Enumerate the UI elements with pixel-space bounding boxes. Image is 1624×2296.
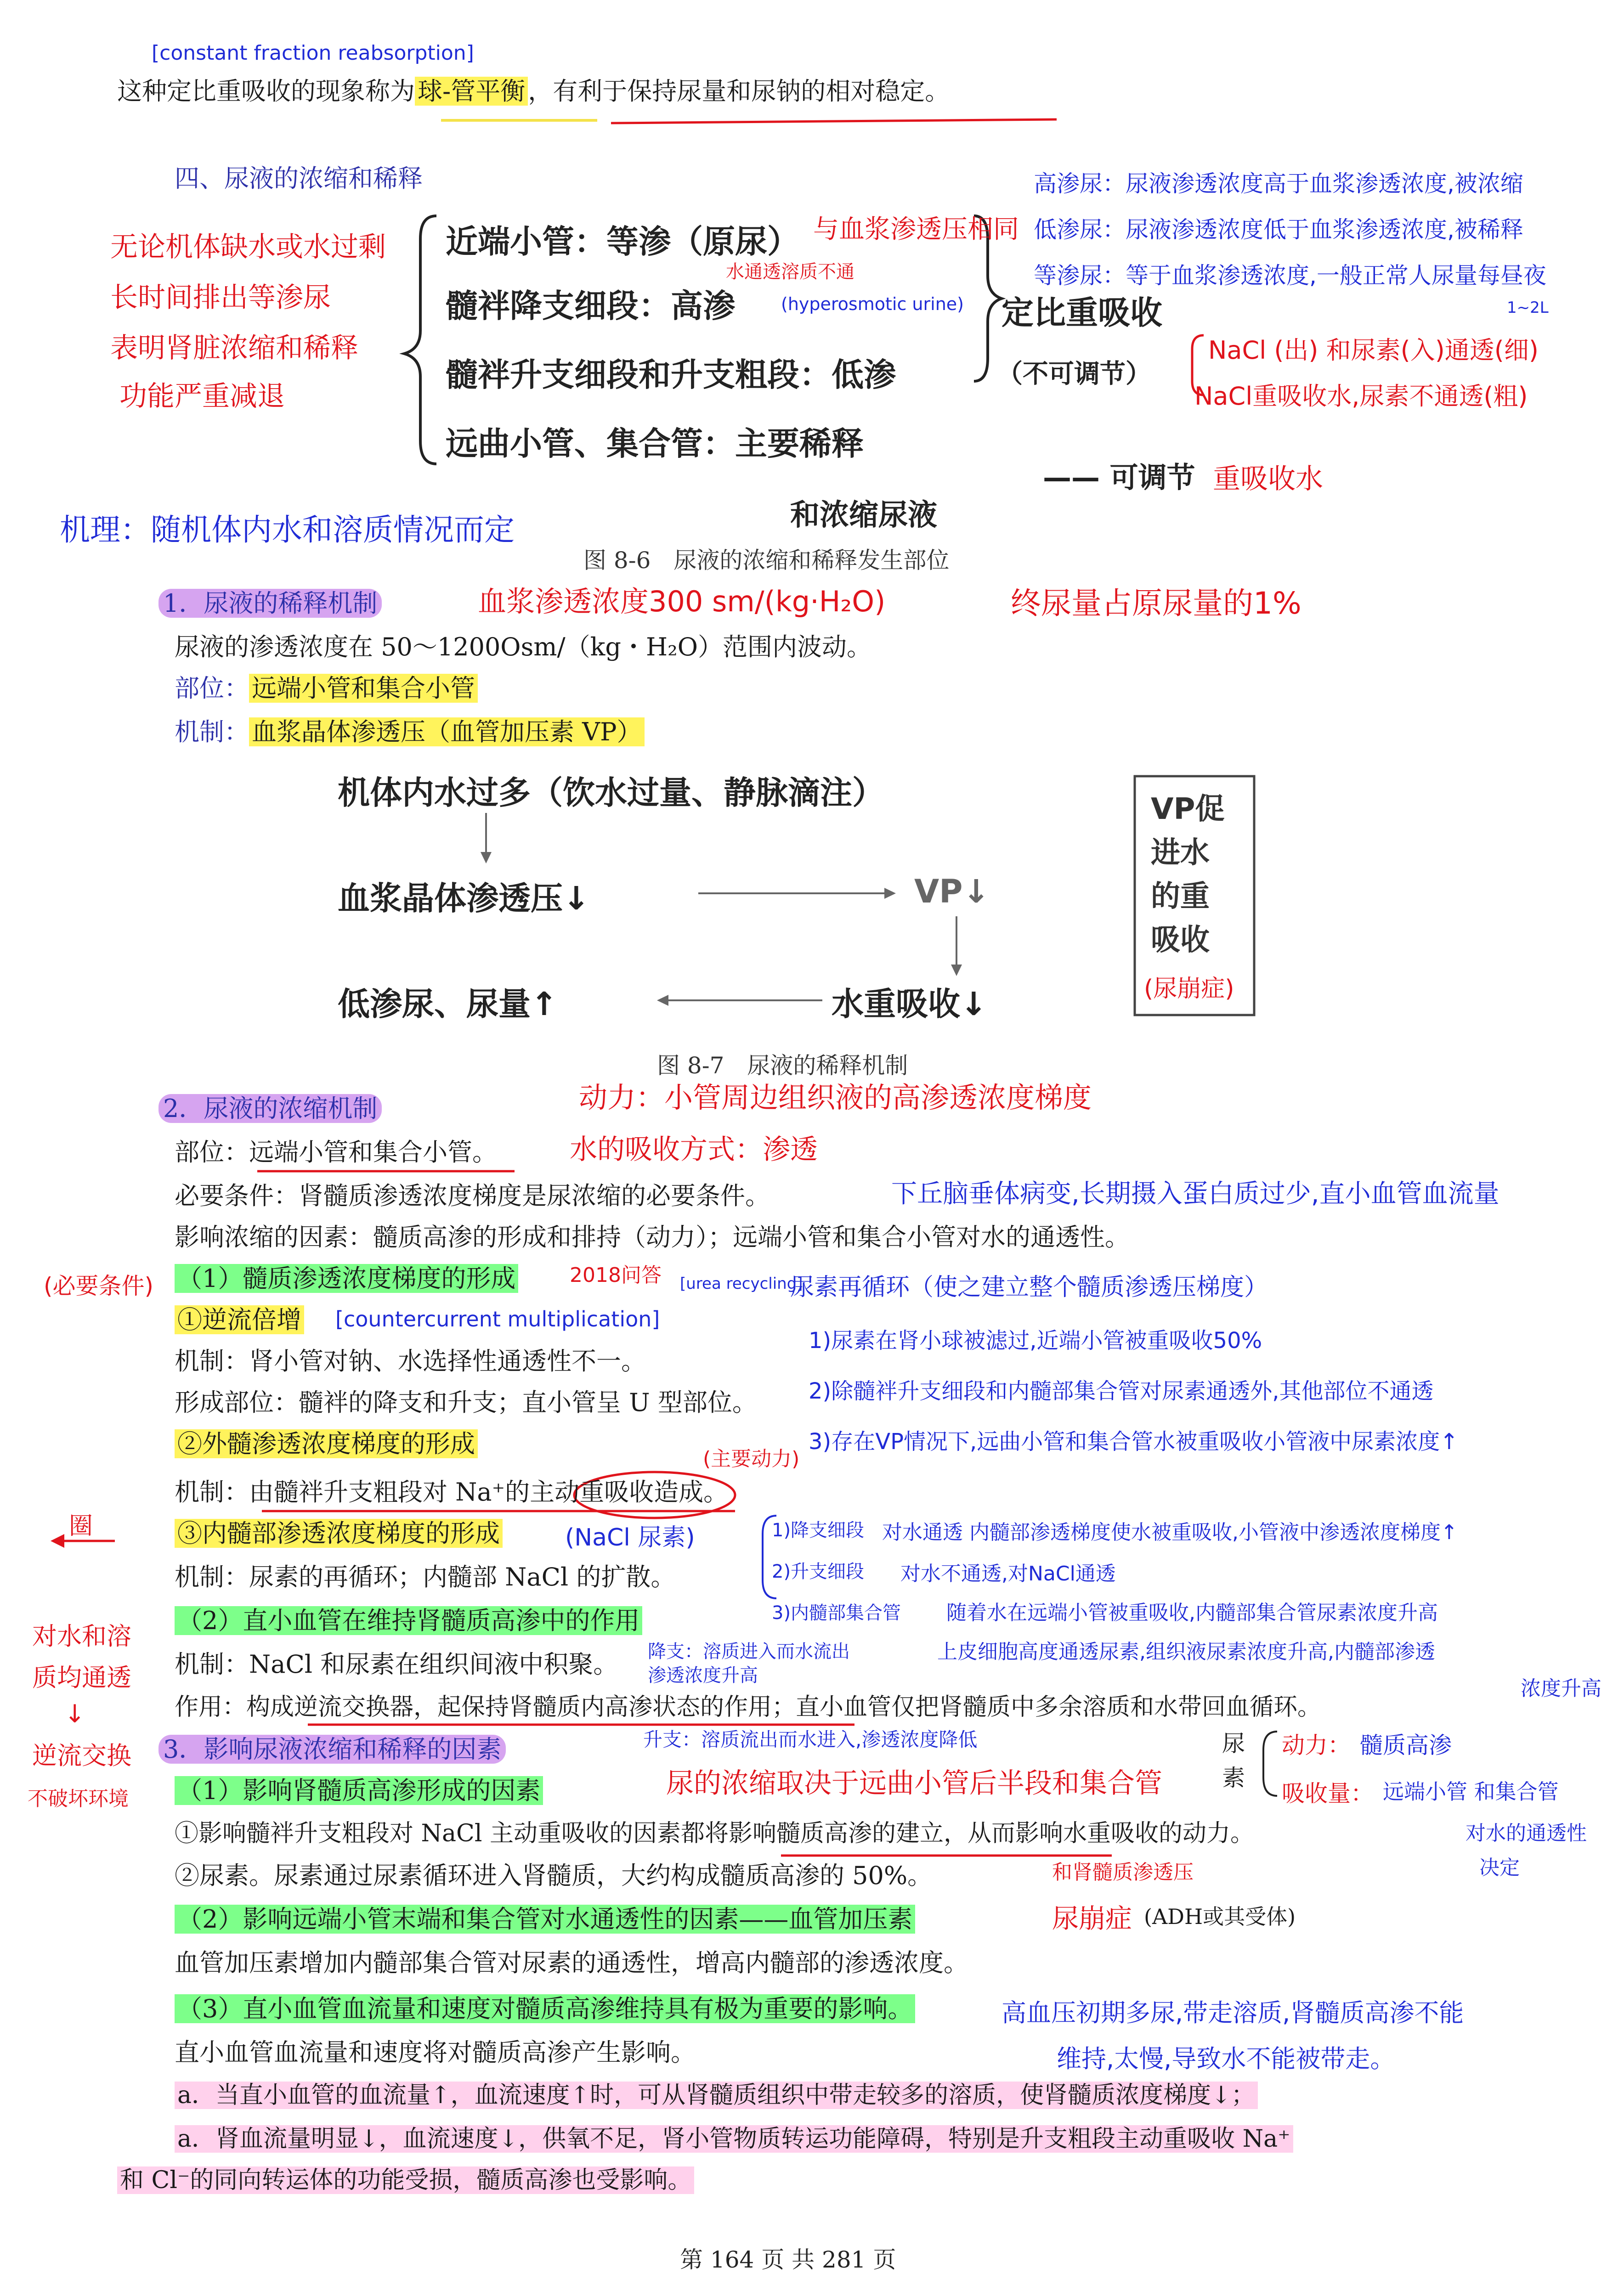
sec3-title — [158, 1734, 506, 1765]
highlight: a．当直小血管的血流量↑，血流速度↑时，可从肾髓质组织中带走较多的溶质，使肾髓质浓度梯度↓； — [175, 2082, 1258, 2109]
inner-note-label-1: 1)降支细段 — [772, 1520, 865, 1541]
fig86-caption: 图 8-6 尿液的浓缩和稀释发生部位 — [583, 547, 950, 574]
final-urine-note: 终尿量占原尿量的1% — [1011, 586, 1301, 621]
hyper-urine-def: 高渗尿：尿液渗透浓度高于血浆渗透浓度,被浓缩 — [1034, 170, 1523, 197]
urine-conc-note-2: 和肾髓质渗透压 — [1052, 1861, 1194, 1884]
fig86-row-4: 远曲小管、集合管：主要稀释 — [446, 425, 864, 463]
hypertension-note-2: 维持,太慢,导致水不能被带走。 — [1057, 2044, 1395, 2073]
range-note: 1~2L — [1507, 299, 1549, 317]
desc-note: 降支：溶质进入而水流出 渗透浓度升高 — [648, 1641, 850, 1686]
inner-note-label-3: 3)内髓部集合管 — [772, 1602, 901, 1624]
urea-recycling-note: 尿素再循环（使之建立整个髓质渗透压梯度） — [790, 1274, 1268, 1301]
left-red2-1: 对水和溶 — [32, 1622, 131, 1651]
left-red2-5: 不破坏环境 — [28, 1787, 129, 1811]
sec3-a2 — [175, 2124, 1293, 2154]
highlight: （1）髓质渗透浓度梯度的形成 — [175, 1264, 518, 1293]
highlight: （1）影响肾髓质高渗形成的因素 — [175, 1776, 543, 1805]
vr-mech: 机制：NaCl 和尿素在组织间液中积聚。 — [175, 1650, 618, 1679]
main-power-note: (主要动力) — [703, 1447, 800, 1471]
fig86-row-3: 髓袢升支细段和升支粗段：低渗 — [446, 356, 896, 394]
iso-red: 与血浆渗透压相同 — [813, 214, 1019, 244]
sec3-sub3 — [175, 1993, 915, 2025]
urine-conc-note: 尿的浓缩取决于远曲小管后半段和集合管 — [666, 1767, 1162, 1800]
sec1-line1: 尿液的渗透浓度在 50～1200Osm/（kg・H₂O）范围内波动。 — [175, 632, 871, 661]
highlight: 血浆晶体渗透压（血管加压素 VP） — [249, 717, 645, 746]
fig86-right-main: 定比重吸收 — [1002, 294, 1162, 332]
label: 机制： — [175, 717, 249, 746]
highlight: 2．尿液的浓缩机制 — [158, 1094, 382, 1123]
highlight: ①逆流倍增 — [175, 1305, 304, 1334]
hypo-urine-def: 低渗尿：尿液渗透浓度低于血浆渗透浓度,被稀释 — [1034, 216, 1523, 243]
english-note: [constant fraction reabsorption] — [152, 41, 474, 65]
hyper-note: (hyperosmotic urine) — [781, 294, 964, 314]
sec3-a1 — [175, 2081, 1258, 2110]
left-red-3: 表明肾脏浓缩和稀释 — [110, 332, 358, 364]
cc-english: [countercurrent multiplication] — [335, 1307, 660, 1331]
sec3-sub2 — [175, 1904, 915, 1935]
water-note: 水通透溶质不通 — [726, 261, 854, 282]
absorb-value: 远端小管 和集合管 — [1383, 1779, 1559, 1804]
vr-func: 作用：构成逆流交换器，起保持肾髓质内高渗状态的作用；直小血管仅把肾髓质中多余溶质和水带回血循环。 — [175, 1693, 1322, 1721]
sec2-cond: 必要条件：肾髓质渗透浓度梯度是尿浓缩的必要条件。 — [175, 1181, 770, 1210]
inner-note-3c: 浓度升高 — [1521, 1677, 1601, 1700]
highlight: 3．影响尿液浓缩和稀释的因素 — [158, 1735, 506, 1764]
left-red2-4: 逆流交换 — [32, 1741, 131, 1770]
vp-box-red: (尿崩症) — [1144, 975, 1234, 1003]
sec3-item2: ②尿素。尿素通过尿素循环进入肾髓质，大约构成髓质高渗的 50%。 — [175, 1861, 933, 1890]
highlight: 和 Cl⁻的同向转运体的功能受损，髓质高渗也受影响。 — [117, 2166, 694, 2194]
absorb-label: 吸收量： — [1282, 1780, 1374, 1807]
highlight: 1．尿液的稀释机制 — [158, 589, 382, 618]
cc-mech: 机制：肾小管对钠、水选择性通透性不一。 — [175, 1347, 646, 1376]
page-number: 第 164 页 共 281 页 — [680, 2246, 896, 2273]
highlight: a．肾血流量明显↓，血流速度↓，供氧不足，肾小管物质转运功能障碍，特别是升支粗段主动重吸收 Na⁺ — [175, 2125, 1293, 2153]
reabsorb-water-note: 重吸收水 — [1213, 463, 1323, 495]
brace-char-1: 尿 — [1222, 1730, 1245, 1757]
sec1-site — [175, 673, 478, 704]
fig86-bottom-line: 和浓缩尿液 — [790, 498, 937, 532]
highlight: ③内髓部渗透浓度梯度的形成 — [175, 1519, 503, 1548]
power-note: 动力：小管周边组织液的高渗透浓度梯度 — [579, 1081, 1092, 1114]
absorb-value-3: 决定 — [1479, 1856, 1520, 1879]
plasma-note: 血浆渗透浓度300 sm/(kg·H₂O) — [478, 585, 886, 618]
absorb-value-2: 对水的通透性 — [1466, 1822, 1587, 1845]
inner-mech: 机制：尿素的再循环；内髓部 NaCl 的扩散。 — [175, 1563, 676, 1591]
cond-blue-note: 下丘脑垂体病变,长期摄入蛋白质过少,直小血管血流量 — [891, 1179, 1500, 1209]
fig87-bottom-left: 低渗尿、尿量↑ — [338, 985, 558, 1023]
fig87-top: 机体内水过多（饮水过量、静脉滴注） — [338, 774, 884, 812]
necessary-note: (必要条件) — [44, 1273, 154, 1299]
vp-box-line-3: 的重 — [1151, 880, 1210, 914]
fig87-bottom-right: 水重吸收↓ — [832, 985, 987, 1023]
text: ，有利于保持尿量和尿钠的相对稳定。 — [528, 77, 950, 106]
cc-title — [175, 1304, 304, 1336]
inner-note-3a: 随着水在远端小管被重吸收,内髓部集合管尿素浓度升高 — [946, 1601, 1438, 1625]
adh-note: (ADH或其受体) — [1144, 1904, 1296, 1929]
sec1-mech — [175, 716, 645, 748]
sec2-site: 部位：远端小管和集合小管。 — [175, 1138, 497, 1167]
fig86-row-2: 髓袢降支细段：高渗 — [446, 287, 735, 325]
diabetes-insipidus-note: 尿崩症 — [1052, 1903, 1132, 1934]
inner-paren: (NaCl 尿素) — [565, 1524, 695, 1551]
inner-note-3b: 上皮细胞高度通透尿素,组织液尿素浓度升高,内髓部渗透 — [937, 1640, 1435, 1664]
fig86-adjustable: —— 可调节 — [1043, 461, 1195, 494]
section-4-title: 四、尿液的浓缩和稀释 — [175, 164, 423, 193]
brace-char-2: 素 — [1222, 1765, 1245, 1791]
asc-note: 升支：溶质流出而水进入,渗透浓度降低 — [643, 1728, 978, 1751]
fig87-mid-right: VP↓ — [914, 873, 990, 910]
fig87-mid-left: 血浆晶体渗透压↓ — [338, 880, 590, 917]
vp-box-line-4: 吸收 — [1151, 923, 1210, 957]
hypertension-note-1: 高血压初期多尿,带走溶质,肾髓质高渗不能 — [1002, 1998, 1464, 2027]
inner-note-2: 对水不通透,对NaCl通透 — [900, 1562, 1116, 1585]
cc-site: 形成部位：髓袢的降支和升支；直小管呈 U 型部位。 — [175, 1388, 757, 1417]
iso-urine-def: 等渗尿：等于血浆渗透浓度,一般正常人尿量每昼夜 — [1034, 262, 1546, 289]
highlight: （2）直小血管在维持肾髓质高渗中的作用 — [175, 1606, 642, 1635]
sec3-a3 — [117, 2166, 694, 2195]
fig86-right-paren: （不可调节） — [997, 359, 1151, 389]
urea-recycling-en: [urea recycling] — [680, 1275, 803, 1293]
urea-note-1: 1)尿素在肾小球被滤过,近端小管被重吸收50% — [809, 1328, 1262, 1354]
circle-note: 圈 — [69, 1512, 93, 1540]
nacl-note-1: NaCl (出) 和尿素(入)通透(细) — [1208, 336, 1539, 365]
left-red-1: 无论机体缺水或水过剩 — [110, 231, 386, 263]
fig86-row-1: 近端小管：等渗（原尿） — [446, 223, 799, 260]
power-value: 髓质高渗 — [1360, 1732, 1452, 1759]
sec3-sub3-text: 直小血管血流量和速度将对髓质高渗产生影响。 — [175, 2038, 696, 2067]
mechanism-note: 机理：随机体内水和溶质情况而定 — [60, 512, 515, 547]
sec3-sub1 — [175, 1775, 543, 1806]
sec3-sub2-text: 血管加压素增加内髓部集合管对尿素的通透性，增高内髓部的渗透浓度。 — [175, 1948, 968, 1977]
ball-tube-balance-line — [117, 76, 950, 107]
exam-2018-note: 2018问答 — [570, 1264, 662, 1287]
highlight: 球-管平衡 — [415, 77, 528, 106]
fig87-caption: 图 8-7 尿液的稀释机制 — [657, 1052, 908, 1079]
sec2-factor: 影响浓缩的因素：髓质高渗的形成和排持（动力）；远端小管和集合小管对水的通透性。 — [175, 1223, 1130, 1252]
left-red-4: 功能严重减退 — [119, 380, 285, 412]
vp-box-line-1: VP促 — [1151, 792, 1225, 826]
text: 这种定比重吸收的现象称为 — [117, 77, 415, 106]
label: 部位： — [175, 674, 249, 703]
vp-box-line-2: 进水 — [1151, 836, 1210, 870]
inner-note-1: 对水通透 内髓部渗透梯度使水被重吸收,小管液中渗透浓度梯度↑ — [882, 1521, 1458, 1544]
vr-title — [175, 1605, 642, 1636]
power-label: 动力： — [1282, 1732, 1351, 1759]
sec2-sub1 — [175, 1263, 518, 1294]
sec1-title — [158, 588, 382, 619]
highlight: （3）直小血管血流量和速度对髓质高渗维持具有极为重要的影响。 — [175, 1994, 915, 2023]
urea-note-2: 2)除髓袢升支细段和内髓部集合管对尿素通透外,其他部位不通透 — [809, 1378, 1434, 1404]
water-absorb-note: 水的吸收方式：渗透 — [570, 1134, 818, 1166]
highlight: 远端小管和集合小管 — [249, 674, 478, 703]
nacl-note-2: NaCl重吸收水,尿素不通透(粗) — [1194, 382, 1528, 411]
outer-title — [175, 1428, 478, 1460]
inner-title — [175, 1518, 503, 1549]
highlight: ②外髓渗透浓度梯度的形成 — [175, 1429, 478, 1458]
sec2-title — [158, 1093, 382, 1124]
left-red-2: 长时间排出等渗尿 — [110, 282, 331, 314]
outer-mech: 机制：由髓袢升支粗段对 Na⁺的主动重吸收造成。 — [175, 1478, 729, 1506]
sec3-item1: ①影响髓袢升支粗段对 NaCl 主动重吸收的因素都将影响髓质高渗的建立，从而影响水重吸收的动力。 — [175, 1820, 1254, 1847]
highlight: （2）影响远端小管末端和集合管对水通透性的因素——血管加压素 — [175, 1905, 915, 1934]
left-red2-3: ↓ — [64, 1699, 85, 1728]
left-red2-2: 质均通透 — [32, 1663, 131, 1692]
inner-note-label-2: 2)升支细段 — [772, 1561, 865, 1582]
urea-note-3: 3)存在VP情况下,远曲小管和集合管水被重吸收小管液中尿素浓度↑ — [809, 1429, 1459, 1455]
